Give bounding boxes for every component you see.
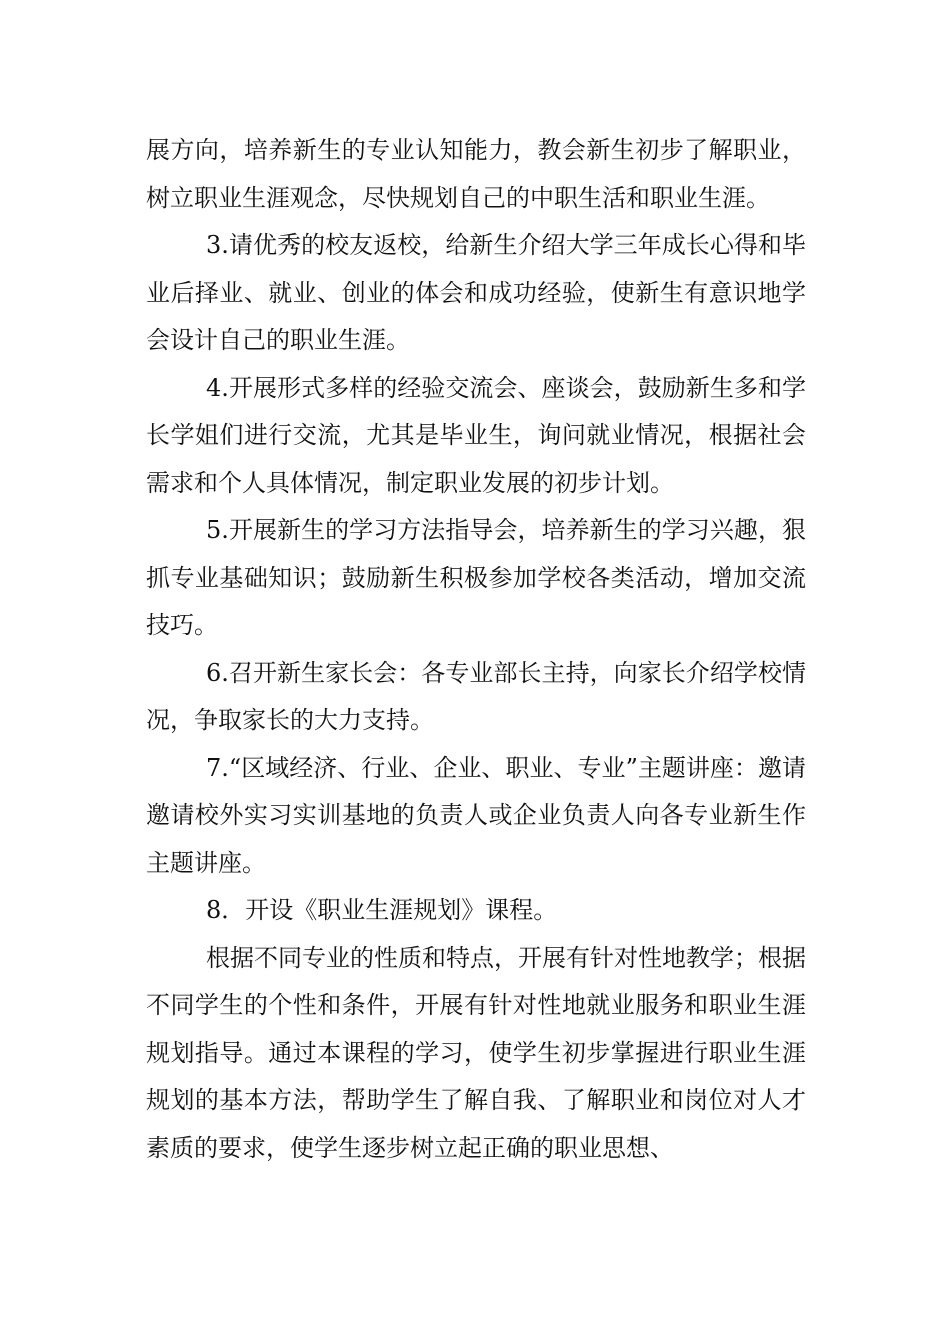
paragraph-item-6: 6.召开新生家长会：各专业部长主持，向家长介绍学校情况，争取家长的大力支持。	[146, 658, 806, 734]
paragraph-item-3: 3.请优秀的校友返校，给新生介绍大学三年成长心得和毕业后择业、就业、创业的体会和成功经验，使新生有意识地学会设计自己的职业生涯。	[146, 231, 806, 354]
paragraph-item-7: 7.“区域经济、行业、企业、职业、专业”主题讲座：邀请邀请校外实习实训基地的负责人或企业负责人向各专业新生作主题讲座。	[146, 753, 806, 877]
paragraph-item-5: 5.开展新生的学习方法指导会，培养新生的学习兴趣，狠抓专业基础知识；鼓励新生积极参加学校各类活动，增加交流技巧。	[146, 516, 806, 639]
paragraph-continuation: 展方向，培养新生的专业认知能力，教会新生初步了解职业，树立职业生涯观念，尽快规划自己的中职生活和职业生涯。	[146, 136, 806, 212]
document-body	[146, 127, 806, 1172]
paragraph-course-description: 根据不同专业的性质和特点，开展有针对性地教学；根据不同学生的个性和条件，开展有针对性地就业服务和职业生涯规划指导。通过本课程的学习，使学生初步掌握进行职业生涯规划的基本方法，帮助学生了解自我、了解职业和岗位对人才素质的要求，使学生逐步树立起正确的职业思想、	[146, 943, 806, 1162]
paragraph-item-8: 8．开设《职业生涯规划》课程。	[206, 896, 558, 924]
paragraph-item-4: 4.开展形式多样的经验交流会、座谈会，鼓励新生多和学长学姐们进行交流，尤其是毕业生，询问就业情况，根据社会需求和个人具体情况，制定职业发展的初步计划。	[146, 373, 806, 497]
